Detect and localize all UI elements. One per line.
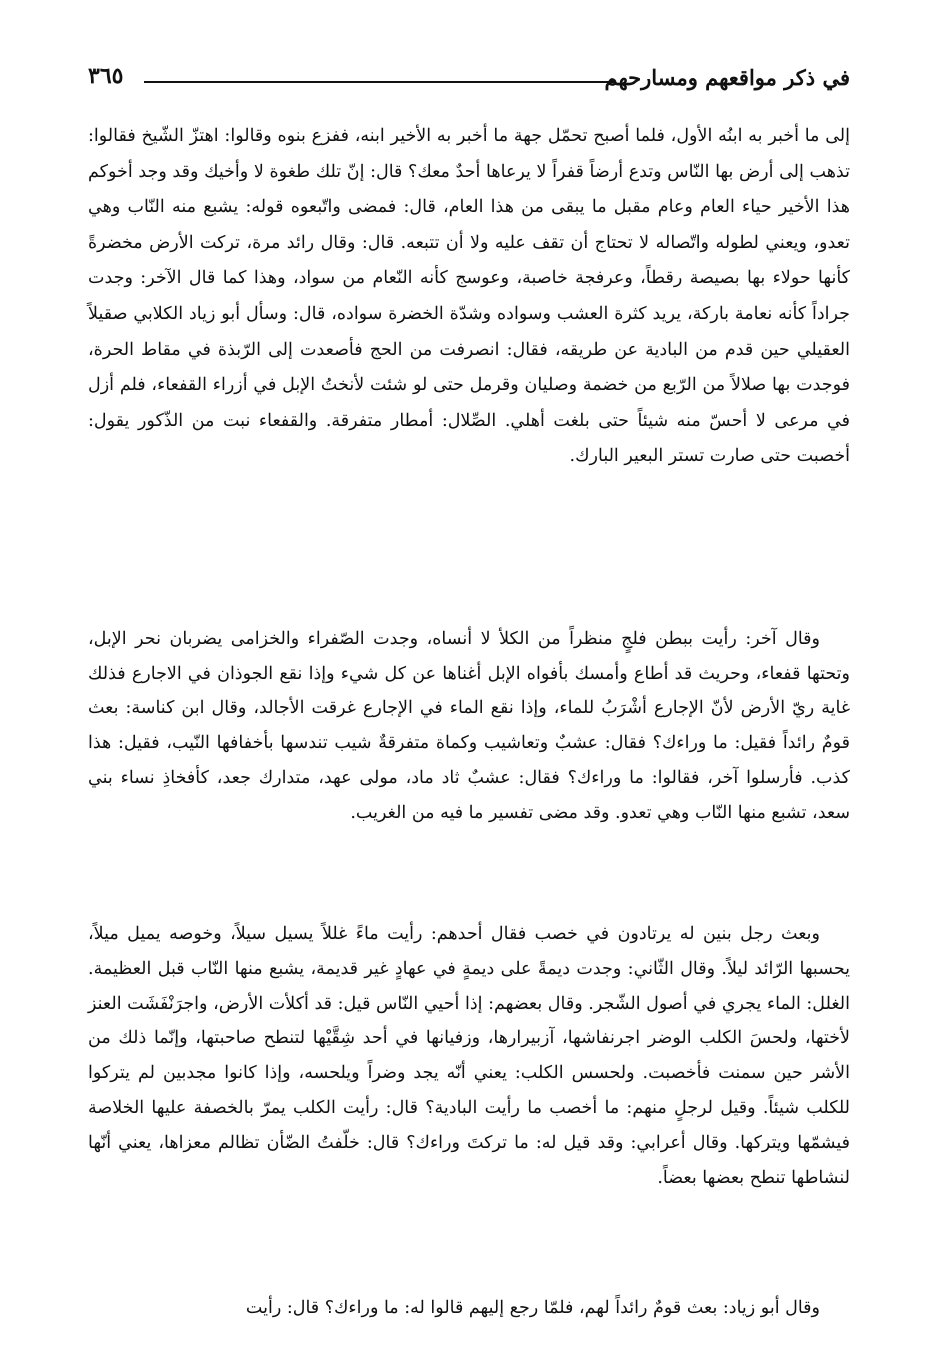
paragraph-text: وقال آخر: رأيت ببطن فلجٍ منظراً من الكلأ لا أنساه، وجدت الصّفراء والخزامى يضربان نحر الإبل، وتحتها قفعاء، وحريث قد أطاع وأمسك بأفواه الإبل أغناها عن كل شيء وإذا نقع الجوذان في الاجارع فذلك غاية ريّ الأرض لأنّ الإجارع أشْرَبُ للماء، وإذا نقع الماء في الإجارع غرقت الأجالد، وقال ابن كناسة: بعث قومٌ رائداً فقيل: ما وراءك؟ فقال: عشبٌ وتعاشيب وكماة متفرقةٌ شيب تندسها بأخفافها النّيب، فقيل: هذا كذب. فأرسلوا آخر، فقالوا: ما وراءك؟ فقال: عشبٌ ثاد ماد، مولى عهد، متدارك جعد، كأفخاذِ نساء بني سعد، تشبع منها النّاب وهي تعدو. وقد مضى تفسير ما فيه من الغريب. xyxy=(88,629,850,823)
paragraph-text: وقال أبو زياد: بعث قومٌ رائداً لهم، فلمّا رجع إليهم قالوا له: ما وراءك؟ قال: رأيت xyxy=(245,1298,820,1318)
running-head xyxy=(88,62,850,102)
paragraph-1 xyxy=(88,119,850,475)
page-number: ٣٦٥ xyxy=(88,63,124,89)
paragraph-4 xyxy=(88,1291,850,1325)
paragraph-text: وبعث رجل بنين له يرتادون في خصب فقال أحدهم: رأيت ماءً غللاً يسيل سيلاً، وخوصه يميل ميلاً، يحسبها الرّائد ليلاً. وقال الثّاني: وجدت ديمةً على ديمةٍ في عهادٍ غير قديمة، يشبع منها النّاب قبل العظيمة. الغلل: الماء يجري في أصول الشّجر. وقال بعضهم: إذا أحيي النّاس قيل: قد أكلأت الأرض، واجرَنْفَشَت العنز لأختها، ولحسَ الكلب الوضر اجرنفاشها، آزبيرارها، وزفيانها في أحد شِقَّيْها لتنطح صاحبتها، وإنّما ذلك من الأشر حين سمنت فأخصبت. ولحسس الكلب: يعني أنّه يجد وضراً ويلحسه، وإذا كانوا مجدبين لم يتركوا للكلب شيئاً. وقيل لرجلٍ منهم: ما أخصب ما رأيت البادية؟ قال: رأيت الكلب يمرّ بالخصفة عليها الخلاصة فيشمّها ويتركها. وقال أعرابي: وقد قيل له: ما تركتَ وراءك؟ قال: خلّفتُ الضّأن تظالم معزاها، يعني أنّها لنشاطها تنطح بعضها بعضاً. xyxy=(88,924,850,1188)
paragraph-text: إلى ما أخبر به ابنُه الأول، فلما أصبح تحمّل جهة ما أخبر به الأخير ابنه، ففزع بنوه وقالوا: اهتزّ الشّيخ فقالوا: تذهب إلى أرض بها النّاس وتدع أرضاً قفراً لا يرعاها أحدٌ معك؟ قال: إنّ تلك طغوة لا وأخيك وقد وجد أخوكم هذا الأخير حياء العام وعام مقبل ما يبقى من هذا العام، قال: فمضى واتّبعوه قوله: يشبع منه النّاب وهي تعدو، ويعني لطوله واتّصاله لا تحتاج أن تقف عليه ولا أن تتبعه. قال: وقال رائد مرة، تركت الأرض مخضرةً كأنها حولاء بها بصيصة رقطاً، وعرفجة خاصبة، وعوسج كأنه النّعام من سواد، وهذا كما قال الآخر: وجدت جراداً كأنه نعامة باركة، يريد كثرة العشب وسواده وشدّة الخضرة سواده، قال: وسأل أبو زياد الكلابي صقيلاً العقيلي حين قدم من البادية عن طريقه، فقال: انصرفت من الحج فأصعدت إلى الرّبذة في مقاط الحرة، فوجدت بها صلالاً من الرّبع من خضمة وصليان وقرمل حتى لو شئت لأنختُ الإبل في أزراء القفعاء، فلم أزل في مرعى لا أحسّ منه شيئاً حتى بلغت أهلي. الصِّلال: أمطار متفرقة. والقفعاء نبت من الذّكور يقول: أخصبت حتى صارت تستر البعير البارك. xyxy=(88,126,850,467)
running-title: في ذكر مواقعهم ومسارحهم xyxy=(604,65,850,90)
paragraph-3 xyxy=(88,917,850,1195)
header-rule xyxy=(144,81,616,83)
paragraph-2 xyxy=(88,622,850,830)
